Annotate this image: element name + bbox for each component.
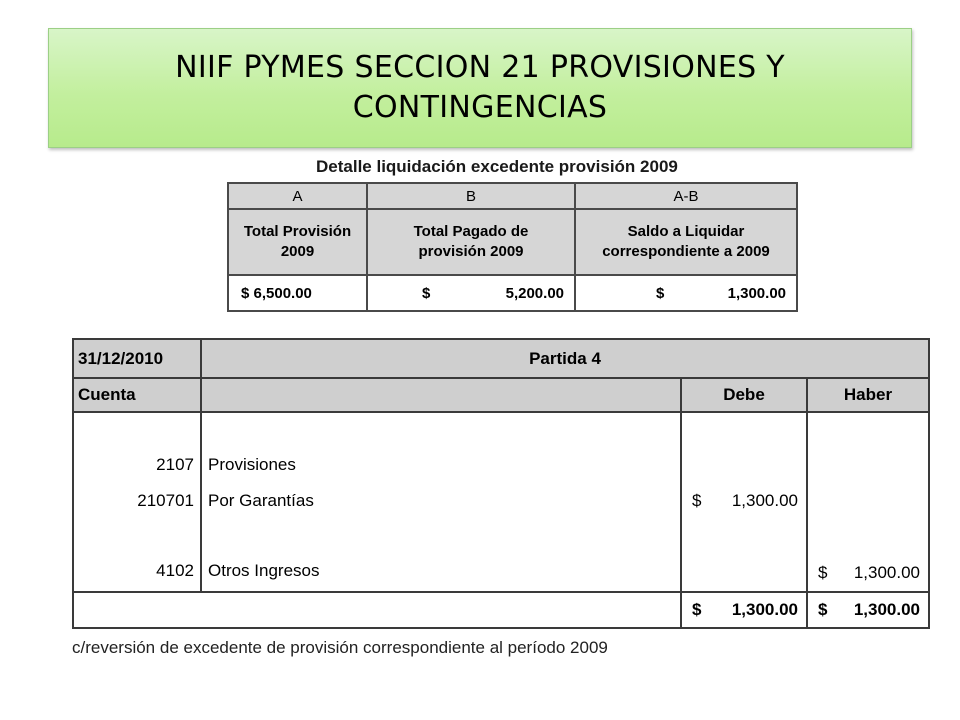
journal-entry-title: Partida 4 [201, 339, 929, 378]
col-label-b: Total Pagado de provisión 2009 [367, 209, 575, 275]
journal-table [72, 338, 930, 629]
col-code-ab: A-B [575, 183, 797, 209]
slide-title: NIIF PYMES SECCION 21 PROVISIONES Y CONTINGENCIAS [175, 50, 785, 125]
account-name-otros-ingresos: Otros Ingresos [208, 561, 320, 580]
header-credit: Haber [807, 378, 929, 412]
account-code-2107: 2107 [156, 455, 194, 474]
col-label-ab: Saldo a Liquidar correspondiente a 2009 [575, 209, 797, 275]
totals-blank-1 [73, 592, 201, 628]
journal-date: 31/12/2010 [73, 339, 201, 378]
col-code-b: B [367, 183, 575, 209]
total-debit: $ 1,300.00 [681, 592, 807, 628]
credit-cell [807, 412, 929, 592]
credit-amount-4102: $ 1,300.00 [818, 563, 920, 582]
header-description [201, 378, 681, 412]
col-label-a: Total Provisión 2009 [228, 209, 367, 275]
header-account: Cuenta [73, 378, 201, 412]
slide-title-box [48, 28, 912, 148]
journal-note: c/reversión de excedente de provisión correspondiente al período 2009 [72, 638, 608, 657]
detail-table-caption: Detalle liquidación excedente provisión 2009 [316, 157, 678, 176]
totals-blank-2 [201, 592, 681, 628]
account-names-cell [201, 412, 681, 592]
account-code-210701: 210701 [137, 491, 194, 510]
debit-cell [681, 412, 807, 592]
value-ab: $ 1,300.00 [575, 275, 797, 311]
detail-table [227, 182, 798, 312]
account-name-por-garantias: Por Garantías [208, 491, 314, 510]
debit-amount-210701: $ 1,300.00 [692, 491, 798, 510]
col-code-a: A [228, 183, 367, 209]
value-a: $ 6,500.00 [228, 275, 367, 311]
account-codes-cell [73, 412, 201, 592]
account-name-provisiones: Provisiones [208, 455, 296, 474]
header-debit: Debe [681, 378, 807, 412]
total-credit: $ 1,300.00 [807, 592, 929, 628]
account-code-4102: 4102 [156, 561, 194, 580]
value-b: $ 5,200.00 [367, 275, 575, 311]
